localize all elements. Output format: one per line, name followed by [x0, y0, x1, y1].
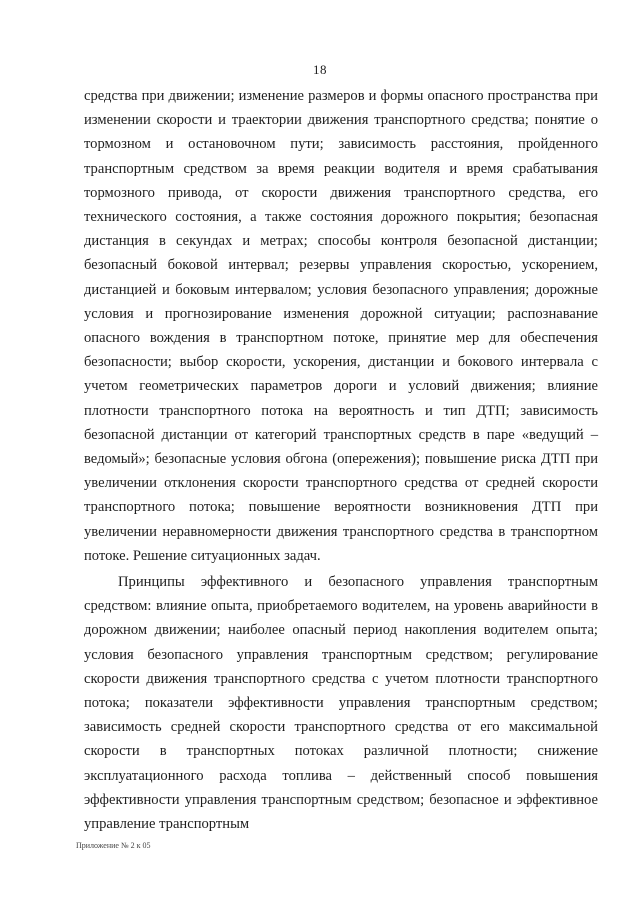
footer-note: Приложение № 2 к 05 [76, 841, 151, 850]
paragraph-continuation: средства при движении; изменение размеров и формы опасного пространства при изменении скорости и траектории движения транспортного средства; понятие о тормозном и остановочном пути; зависимость расстояния, пройденного транспортным средством за время реакции водителя и время срабатывания тормозного привода, от скорости движения транспортного средства, его технического состояния, а также состояния дорожного покрытия; безопасная дистанция в секундах и метрах; способы контроля безопасной дистанции; безопасный боковой интервал; резервы управления скоростью, ускорением, дистанцией и боковым интервалом; условия безопасного управления; дорожные условия и прогнозирование изменения дорожной ситуации; распознавание опасного вождения в транспортном потоке, принятие мер для обеспечения безопасности; выбор скорости, ускорения, дистанции и бокового интервала с учетом геометрических параметров дороги и условий движения; влияние плотности транспортного потока на вероятность и тип ДТП; зависимость безопасной дистанции от категорий транспортных средств в паре «ведущий – ведомый»; безопасные условия обгона (опережения); повышение риска ДТП при увеличении отклонения скорости транспортного средства от средней скорости транспортного потока; повышение вероятности возникновения ДТП при увеличении неравномерности движения транспортного средства в транспортном потоке. Решение ситуационных задач. [84, 88, 598, 564]
document-body [84, 84, 598, 836]
page-number: 18 [313, 62, 327, 77]
paragraph-principles: Принципы эффективного и безопасного управления транспортным средством: влияние опыта, приобретаемого водителем, на уровень аварийности в дорожном движении; наиболее опасный период накопления водителем опыта; условия безопасного управления транспортным средством; регулирование скорости движения транспортного средства с учетом плотности транспортного потока; показатели эффективности управления транспортным средством; зависимость средней скорости транспортного средства от его максимальной скорости в транспортных потоках различной плотности; снижение эксплуатационного расхода топлива – действенный способ повышения эффективности управления транспортным средством; безопасное и эффективное управление транспортным [84, 574, 598, 833]
